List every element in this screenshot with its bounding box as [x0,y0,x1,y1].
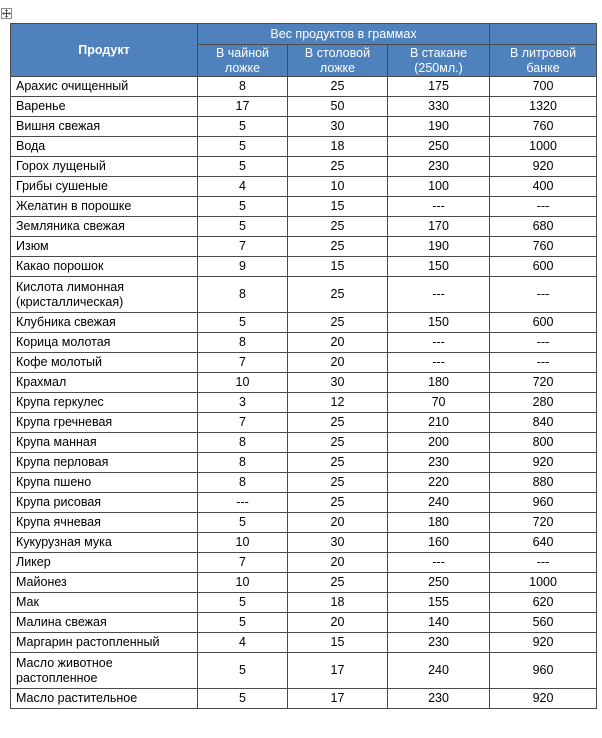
teaspoon-cell: 5 [198,313,288,333]
teaspoon-column-header: В чайной ложке [198,45,288,77]
liter-jar-cell: 920 [490,689,597,709]
tablespoon-cell: 25 [288,157,388,177]
liter-jar-cell: 620 [490,593,597,613]
table-row [11,413,597,433]
glass-cell: 140 [388,613,490,633]
product-name-cell: Земляника свежая [11,217,198,237]
product-column-header: Продукт [11,24,198,77]
teaspoon-cell: 5 [198,117,288,137]
tablespoon-cell: 20 [288,513,388,533]
glass-column-header: В стакане (250мл.) [388,45,490,77]
table-row [11,333,597,353]
teaspoon-cell: 8 [198,473,288,493]
liter-jar-cell: 1320 [490,97,597,117]
product-name-cell: Варенье [11,97,198,117]
tablespoon-cell: 15 [288,633,388,653]
glass-cell: 160 [388,533,490,553]
teaspoon-cell: 10 [198,573,288,593]
product-name-cell: Майонез [11,573,198,593]
product-name-cell: Желатин в порошке [11,197,198,217]
liter-jar-cell: 880 [490,473,597,493]
table-row [11,257,597,277]
teaspoon-cell: 4 [198,177,288,197]
product-name-cell: Маргарин растопленный [11,633,198,653]
product-name-cell: Крупа пшено [11,473,198,493]
liter-jar-cell: --- [490,353,597,373]
tablespoon-cell: 25 [288,493,388,513]
liter-jar-cell: --- [490,553,597,573]
product-weight-table [10,23,597,709]
liter-jar-cell: --- [490,333,597,353]
tablespoon-cell: 17 [288,653,388,689]
glass-cell: 230 [388,633,490,653]
teaspoon-cell: 8 [198,333,288,353]
teaspoon-cell: 17 [198,97,288,117]
glass-cell: 200 [388,433,490,453]
glass-cell: 100 [388,177,490,197]
product-name-cell: Вишня свежая [11,117,198,137]
table-row [11,157,597,177]
teaspoon-cell: 4 [198,633,288,653]
tablespoon-cell: 50 [288,97,388,117]
tablespoon-cell: 30 [288,533,388,553]
table-row [11,353,597,373]
tablespoon-cell: 15 [288,197,388,217]
product-name-cell: Крупа рисовая [11,493,198,513]
glass-cell: 230 [388,157,490,177]
product-name-cell: Крупа геркулес [11,393,198,413]
teaspoon-cell: 3 [198,393,288,413]
liter-jar-cell: 920 [490,633,597,653]
table-row [11,689,597,709]
teaspoon-cell: 10 [198,373,288,393]
product-name-cell: Арахис очищенный [11,77,198,97]
table-row [11,117,597,137]
liter-jar-cell: 1000 [490,137,597,157]
weight-group-header: Вес продуктов в граммах [198,24,490,45]
table-row [11,373,597,393]
teaspoon-cell: 7 [198,553,288,573]
tablespoon-cell: 15 [288,257,388,277]
liter-jar-cell: 960 [490,653,597,689]
table-row [11,513,597,533]
product-name-cell: Кислота лимонная (кристаллическая) [11,277,198,313]
table-move-handle[interactable] [1,8,12,19]
teaspoon-cell: 5 [198,593,288,613]
table-row [11,593,597,613]
glass-cell: 70 [388,393,490,413]
teaspoon-cell: 10 [198,533,288,553]
glass-cell: 240 [388,653,490,689]
liter-jar-cell: 400 [490,177,597,197]
liter-jar-cell: 840 [490,413,597,433]
tablespoon-cell: 25 [288,217,388,237]
glass-cell: --- [388,353,490,373]
table-row [11,613,597,633]
table-row [11,473,597,493]
tablespoon-cell: 20 [288,333,388,353]
table-row [11,533,597,553]
glass-cell: 180 [388,373,490,393]
product-name-cell: Грибы сушеные [11,177,198,197]
teaspoon-cell: 5 [198,137,288,157]
product-name-cell: Ликер [11,553,198,573]
tablespoon-cell: 30 [288,117,388,137]
glass-cell: 190 [388,117,490,137]
teaspoon-cell: 8 [198,277,288,313]
glass-cell: 150 [388,257,490,277]
table-row [11,77,597,97]
tablespoon-cell: 25 [288,277,388,313]
glass-cell: --- [388,197,490,217]
product-name-cell: Клубника свежая [11,313,198,333]
liter-jar-cell: 760 [490,237,597,257]
teaspoon-cell: 8 [198,77,288,97]
glass-cell: 150 [388,313,490,333]
table-row [11,433,597,453]
teaspoon-cell: 5 [198,197,288,217]
liter-jar-cell: 600 [490,313,597,333]
product-name-cell: Крахмал [11,373,198,393]
table-body [11,77,597,709]
product-name-cell: Крупа перловая [11,453,198,473]
product-name-cell: Кофе молотый [11,353,198,373]
tablespoon-cell: 25 [288,313,388,333]
glass-cell: 240 [388,493,490,513]
liter-jar-cell: 760 [490,117,597,137]
teaspoon-cell: 5 [198,653,288,689]
table-row [11,197,597,217]
glass-cell: 230 [388,689,490,709]
liter-jar-cell: 720 [490,373,597,393]
table-row [11,553,597,573]
liter-jar-cell: 1000 [490,573,597,593]
tablespoon-cell: 25 [288,237,388,257]
teaspoon-cell: 7 [198,413,288,433]
teaspoon-cell: 8 [198,453,288,473]
teaspoon-cell: 5 [198,513,288,533]
teaspoon-cell: 8 [198,433,288,453]
table-row [11,573,597,593]
liter-jar-cell: 680 [490,217,597,237]
tablespoon-cell: 25 [288,473,388,493]
table-row [11,653,597,689]
product-name-cell: Вода [11,137,198,157]
product-name-cell: Масло животное растопленное [11,653,198,689]
tablespoon-cell: 12 [288,393,388,413]
product-name-cell: Какао порошок [11,257,198,277]
tablespoon-cell: 25 [288,433,388,453]
table-row [11,177,597,197]
liter-jar-cell: 960 [490,493,597,513]
product-name-cell: Корица молотая [11,333,198,353]
glass-cell: 230 [388,453,490,473]
glass-cell: 330 [388,97,490,117]
glass-cell: 155 [388,593,490,613]
teaspoon-cell: 5 [198,157,288,177]
product-name-cell: Крупа гречневая [11,413,198,433]
liter-jar-cell: 640 [490,533,597,553]
table-row [11,453,597,473]
liter-jar-cell: --- [490,197,597,217]
product-name-cell: Крупа манная [11,433,198,453]
tablespoon-cell: 25 [288,453,388,473]
teaspoon-cell: 5 [198,217,288,237]
teaspoon-cell: 5 [198,689,288,709]
liter-jar-cell: 600 [490,257,597,277]
tablespoon-cell: 18 [288,137,388,157]
liter-jar-cell: 920 [490,453,597,473]
table-row [11,217,597,237]
glass-cell: 250 [388,137,490,157]
glass-cell: 220 [388,473,490,493]
glass-cell: 210 [388,413,490,433]
table-row [11,313,597,333]
glass-cell: 180 [388,513,490,533]
tablespoon-cell: 20 [288,613,388,633]
liter-jar-cell: 560 [490,613,597,633]
teaspoon-cell: 7 [198,237,288,257]
tablespoon-cell: 25 [288,413,388,433]
product-name-cell: Изюм [11,237,198,257]
liter-jar-column-header: В литровой банке [490,45,597,77]
tablespoon-cell: 17 [288,689,388,709]
liter-jar-cell: --- [490,277,597,313]
glass-cell: 175 [388,77,490,97]
empty-header-cell [490,24,597,45]
tablespoon-cell: 25 [288,573,388,593]
table-row [11,137,597,157]
table-row [11,633,597,653]
tablespoon-cell: 30 [288,373,388,393]
tablespoon-cell: 18 [288,593,388,613]
tablespoon-column-header: В столовой ложке [288,45,388,77]
tablespoon-cell: 20 [288,353,388,373]
glass-cell: --- [388,333,490,353]
glass-cell: --- [388,553,490,573]
table-row [11,277,597,313]
product-name-cell: Кукурузная мука [11,533,198,553]
product-name-cell: Малина свежая [11,613,198,633]
tablespoon-cell: 25 [288,77,388,97]
liter-jar-cell: 720 [490,513,597,533]
teaspoon-cell: 9 [198,257,288,277]
teaspoon-cell: 5 [198,613,288,633]
glass-cell: --- [388,277,490,313]
product-name-cell: Мак [11,593,198,613]
tablespoon-cell: 10 [288,177,388,197]
product-name-cell: Крупа ячневая [11,513,198,533]
glass-cell: 190 [388,237,490,257]
table-row [11,493,597,513]
table-row [11,237,597,257]
table-row [11,97,597,117]
move-arrows-icon [2,9,11,18]
product-name-cell: Масло растительное [11,689,198,709]
liter-jar-cell: 280 [490,393,597,413]
glass-cell: 170 [388,217,490,237]
liter-jar-cell: 700 [490,77,597,97]
teaspoon-cell: --- [198,493,288,513]
teaspoon-cell: 7 [198,353,288,373]
table-row [11,393,597,413]
product-name-cell: Горох лущеный [11,157,198,177]
liter-jar-cell: 920 [490,157,597,177]
glass-cell: 250 [388,573,490,593]
liter-jar-cell: 800 [490,433,597,453]
tablespoon-cell: 20 [288,553,388,573]
